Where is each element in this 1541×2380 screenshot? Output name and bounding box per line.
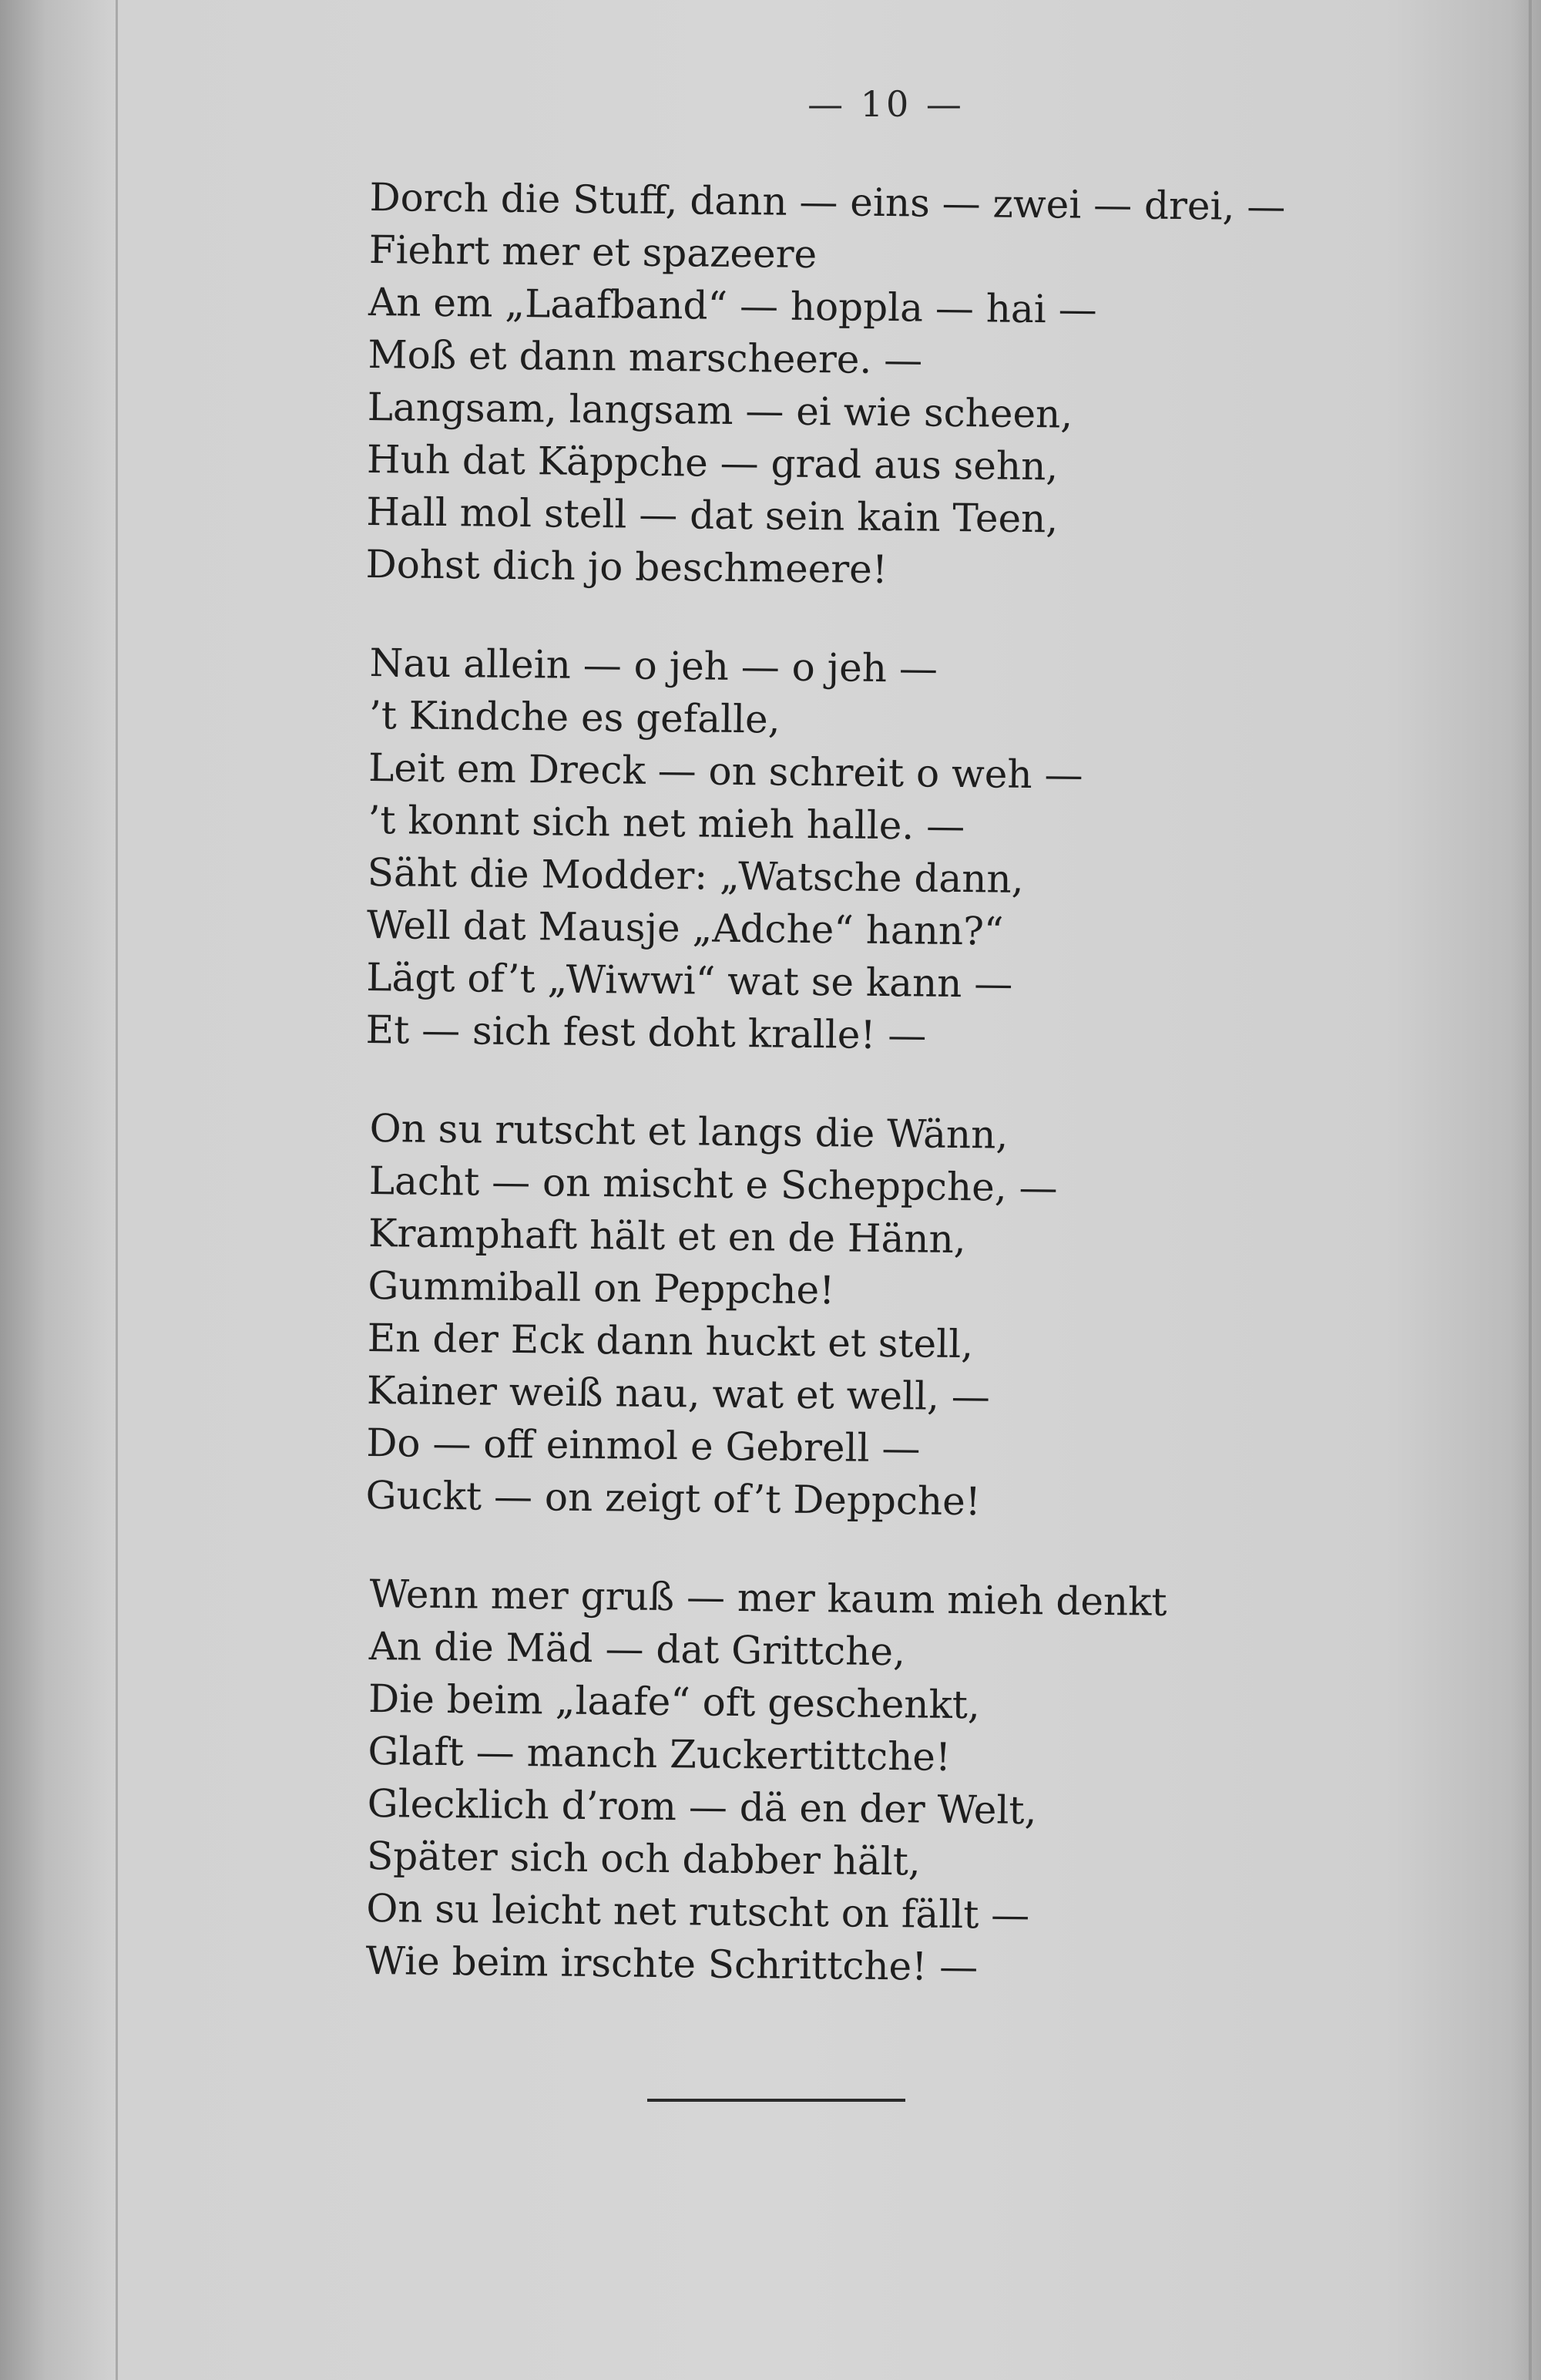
poem-line: ’t Kindche es gefalle, — [368, 692, 781, 742]
poem-line: ’t konnt sich net mieh halle. — — [368, 797, 965, 849]
poem-line: Moß et dann marscheere. — — [368, 331, 923, 383]
poem-line: Langsam, langsam — ei wie scheen, — [367, 384, 1073, 437]
end-rule — [647, 2099, 905, 2102]
poem-line: Lägt of’t „Wiwwi“ wat se kann — — [366, 954, 1013, 1007]
poem-line: Dorch die Stuff, dann — eins — zwei — drei, — — [369, 174, 1286, 230]
page-edge — [1529, 0, 1532, 2380]
poem-line: Wie beim irschte Schrittche! — — [365, 1938, 979, 1990]
poem-line: Dohst dich jo beschmeere! — [365, 541, 888, 593]
poem-line: Do — off einmol e Gebrell — — [366, 1420, 921, 1471]
stanza-3 — [365, 1102, 1356, 1531]
poem-line: On su leicht net rutscht on fällt — — [366, 1885, 1030, 1938]
poem-line: Fiehrt mer et spazeere — [368, 227, 818, 277]
poem-line: Glaft — manch Zuckertittche! — [368, 1728, 952, 1780]
poem-line: Leit em Dreck — on schreit o weh — — [368, 745, 1083, 798]
stanza-1 — [365, 171, 1356, 600]
poem-line: Glecklich d’rom — dä en der Welt, — [367, 1780, 1037, 1834]
poem-line: Et — sich fest doht kralle! — — [365, 1007, 927, 1058]
poem-line: Gummiball on Peppche! — [368, 1262, 835, 1313]
poem-line: Wenn mer gruß — mer kaum mieh denkt — [369, 1571, 1167, 1625]
poem-line: Guckt — on zeigt of’t Deppche! — [365, 1472, 982, 1524]
binding-gutter — [116, 0, 118, 2380]
poem-line: Kainer weiß nau, wat et well, — — [366, 1367, 991, 1420]
stanza-4 — [365, 1568, 1356, 1997]
stanza-2 — [365, 637, 1356, 1066]
poem-line: Säht die Modder: „Watsche dann, — [367, 849, 1024, 902]
poem — [365, 171, 1356, 2033]
poem-line: Hall mol stell — dat sein kain Teen, — [366, 489, 1059, 542]
poem-line: Well dat Mausje „Adche“ hann?“ — [366, 902, 1004, 954]
poem-line: An em „Laafband“ — hoppla — hai — — [368, 279, 1097, 332]
poem-line: Lacht — on mischt e Scheppche, — — [368, 1158, 1058, 1211]
page-number: — 10 — — [807, 83, 965, 125]
poem-line: Kramphaft hält et en de Hänn, — [368, 1210, 966, 1262]
poem-line: An die Mäd — dat Grittche, — [368, 1623, 906, 1675]
poem-line: Später sich och dabber hält, — [366, 1833, 922, 1884]
poem-line: On su rutscht et langs die Wänn, — [369, 1105, 1009, 1158]
poem-line: En der Eck dann huckt et stell, — [367, 1315, 974, 1367]
poem-line: Die beim „laafe“ oft geschenkt, — [368, 1676, 981, 1728]
poem-line: Huh dat Käppche — grad aus sehn, — [366, 436, 1059, 489]
poem-line: Nau allein — o jeh — o jeh — — [369, 640, 938, 691]
